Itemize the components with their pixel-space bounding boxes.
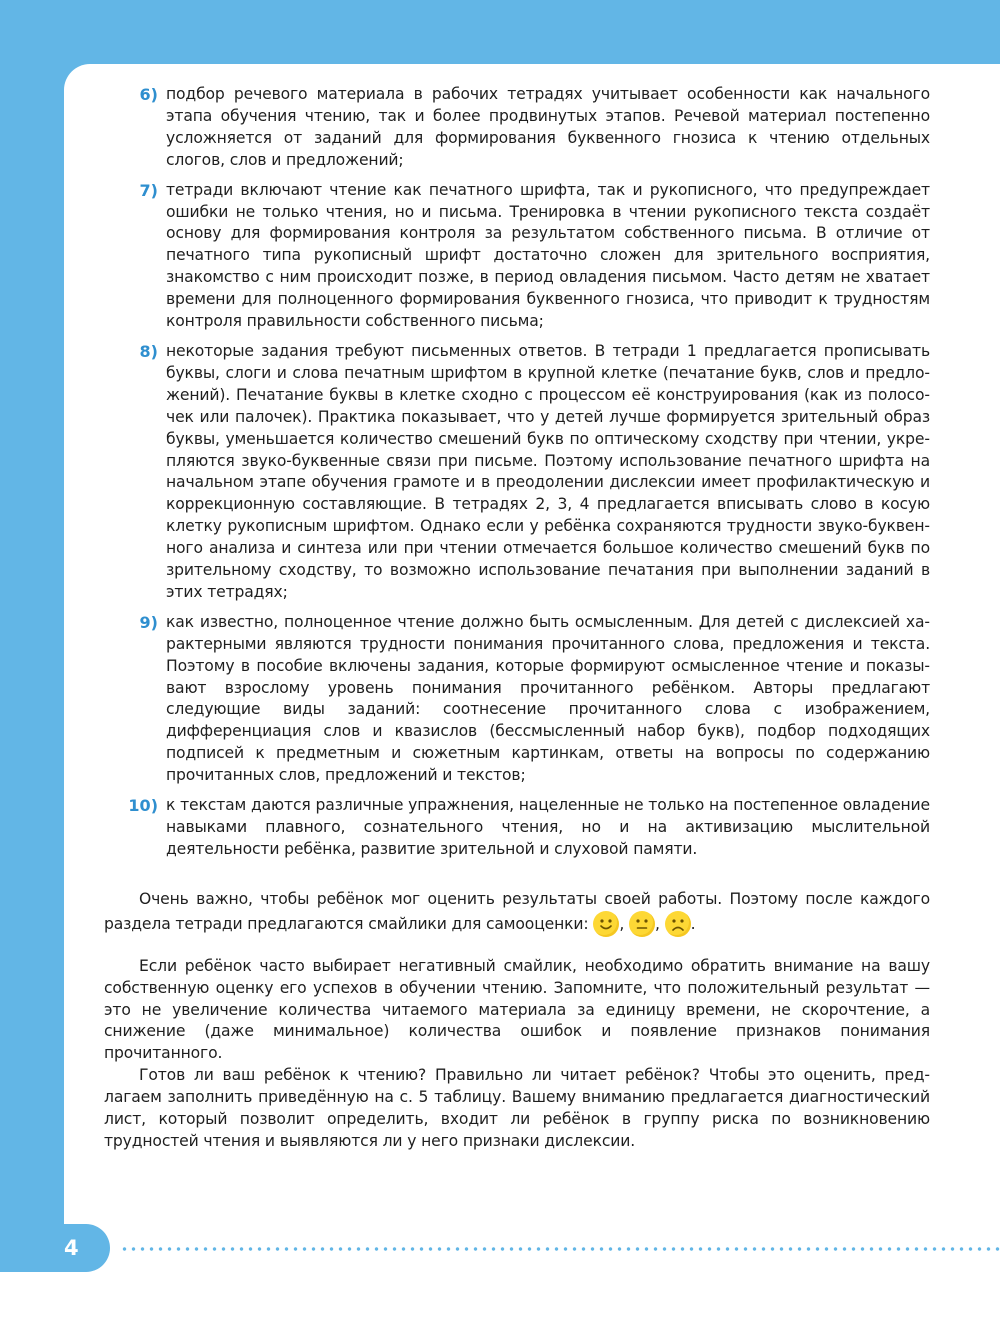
bottom-margin — [0, 1272, 1000, 1337]
sad-smiley-icon — [665, 911, 691, 937]
list-item-number: 6) — [139, 85, 158, 104]
list-item-text: тетради включают чтение как печатного шрифта, так и рукописного, что предупреждает ошибки не только чтения, но и письма. Тренировка в чтении рукописного текста создаёт основу для формирования контроля за результатом собственного письма. В отличие от печатного типа рукописный шрифт достаточно сложен для зрительного восприятия, знакомство с ним происходит позже, в период овладения письмом. Часто детям не хватает времени для полноценного формирования буквенного гнозиса, что приводит к трудностям контроля правильности собственного письма; — [166, 180, 930, 331]
smiley-paragraph — [104, 889, 930, 937]
page-content — [104, 84, 930, 1153]
page-number: 4 — [64, 1236, 79, 1260]
list-item-number: 9) — [139, 612, 158, 632]
neutral-smiley-icon — [629, 911, 655, 937]
smiley-separator: , — [619, 914, 625, 933]
list-item-text: как известно, полноценное чтение должно быть осмысленным. Для детей с дислексией характерными являются трудности понимания прочитанного слова, предложения и текста. Поэтому в пособие включены задания, которые формируют осмысленное чтение и показывают взрослому уровень понимания прочитанного ребёнком. Авторы предлагают следующие виды заданий: соотнесение прочитанного слова с изображением, дифференциация слов и квазислов (бессмысленный набор букв), подбор подходящих подписей к предметным и сюжетным картинкам, ответы на вопросы по содержанию прочитанных слов, предложений и текстов; — [166, 612, 930, 785]
happy-smiley-icon — [593, 911, 619, 937]
list-item-number: 10) — [128, 796, 158, 816]
smiley-paragraph-text: Очень важно, чтобы ребёнок мог оценить результаты своей работы. Поэтому после каждого раздела тетради предлагаются смайлики для самооценки: — [104, 889, 930, 933]
smiley-separator: , — [654, 914, 660, 933]
list-item-number: 7) — [139, 180, 158, 200]
list-item — [104, 341, 930, 604]
list-item — [104, 795, 930, 861]
list-item — [104, 180, 930, 333]
list-item-number: 8) — [139, 341, 158, 361]
list-item-text: к текстам даются различные упражнения, нацеленные не только на постепенное овладение навыками плавного, сознательного чтения, но и на активизацию мыслительной деятельности ребёнка, развитие зрительной и слуховой памяти. — [166, 796, 930, 858]
page-number-tab — [0, 1224, 110, 1272]
paragraph: Готов ли ваш ребёнок к чтению? Правильно ли читает ребёнок? Чтобы это оценить, предлагаем заполнить приведённую на с. 5 таблицу. Вашему вниманию предлагается диагностический лист, который позволит определить, входит ли ребёнок в группу риска по возникновению трудностей чтения и выявляются ли у него признаки дислексии. — [104, 1066, 930, 1150]
list-item-text: подбор речевого материала в рабочих тетрадях учитывает особенности как начального этапа обучения чтению, так и более продвинутых этапов. Речевой материал постепенно усложняется от заданий для формирования буквенного гнозиса к чтению отдельных слогов, слов и предложений; — [166, 85, 930, 169]
dotted-footer-line — [120, 1247, 1000, 1251]
list-item — [104, 612, 930, 787]
list-item — [104, 84, 930, 172]
list-item-text: некоторые задания требуют письменных ответов. В тетради 1 предлагается прописывать буквы, слоги и слова печатным шрифтом в крупной клетке (печатание букв, слов и предложений). Печатание буквы в клетке сходно с процессом её конструирования (как из полосочек или палочек). Практика показывает, что у детей лучше формируется зрительный образ буквы, уменьшается количество смешений букв по оптическому сходству при чтении, укрепляются звуко-буквенные связи при письме. Поэтому использование печатного шрифта на начальном этапе обучения грамоте и в преодолении дислексии имеет профилактическую и коррекционную составляющие. В тетрадях 2, 3, 4 предлагается вписывать слово в косую клетку рукописным шрифтом. Однако если у ребёнка сохраняются трудности звуко-буквенного анализа и синтеза или при чтении отмечается большое количество смешений букв по зрительному сходству, то возможно использование печатания при выполнении заданий в этих тетрадях; — [166, 341, 930, 601]
smiley-paragraph-end: . — [690, 914, 696, 933]
paragraph: Если ребёнок часто выбирает негативный смайлик, необходимо обратить внимание на вашу собственную оценку его успехов в обучении чтению. Запомните, что положительный результат — это не увеличение количества читаемого материала за единицу времени, не скорочтение, а снижение (даже минимальное) количества ошибок и появление признаков понимания прочитанного. — [104, 956, 930, 1063]
